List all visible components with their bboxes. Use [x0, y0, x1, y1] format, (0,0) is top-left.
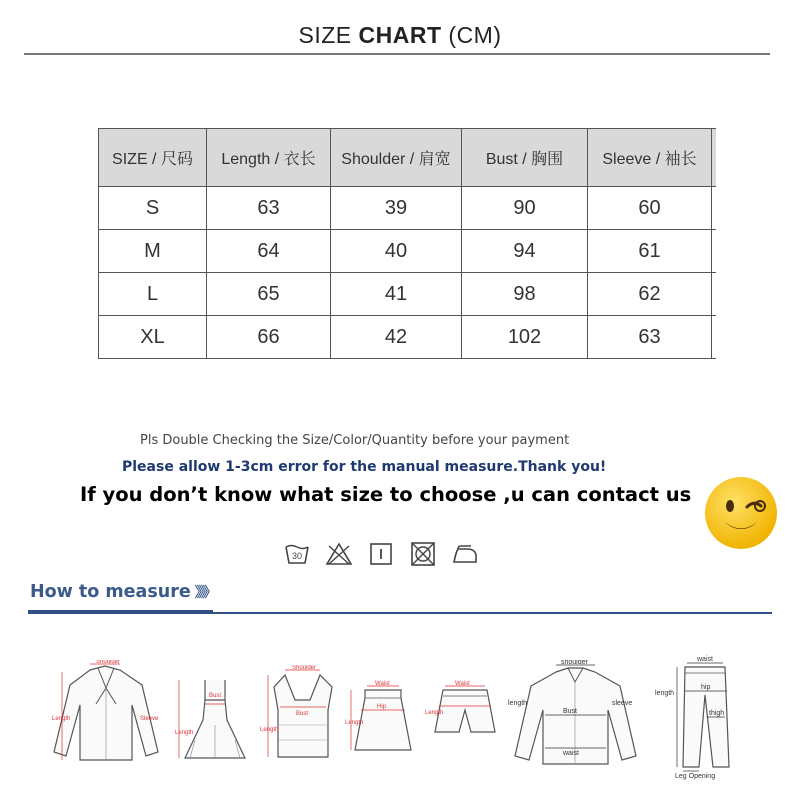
shorts-diagram — [425, 680, 505, 745]
skirt-diagram — [345, 680, 420, 765]
measurement-diagrams — [50, 655, 750, 785]
how-to-measure-divider — [28, 612, 772, 614]
cell-sleeve: 63 — [588, 316, 712, 359]
winking-face-icon — [703, 475, 779, 551]
measure-error-note: Please allow 1-3cm error for the manual measure.Thank you! — [122, 459, 607, 475]
bust-label: Bust — [296, 711, 309, 717]
column-header-shoulder: Shoulder / 肩宽 — [331, 129, 462, 187]
cell-size: XL — [99, 316, 207, 359]
size-chart-title — [0, 22, 800, 49]
cell-sleeve: 60 — [588, 187, 712, 230]
sleeve-label: Sleeve — [140, 716, 159, 722]
cell-cutoff — [712, 273, 717, 316]
leg-opening-label: Leg Opening — [675, 773, 716, 780]
cell-bust: 90 — [462, 187, 588, 230]
cell-length: 66 — [207, 316, 331, 359]
thigh-label: thigh — [709, 710, 725, 717]
bust-label: Bust — [209, 693, 222, 699]
cell-size: S — [99, 187, 207, 230]
shoulder-label: Shoulder — [96, 660, 121, 665]
iron-icon — [451, 540, 479, 568]
length-label: length — [655, 690, 675, 697]
tumble-dry-icon — [367, 540, 395, 568]
length-label: Length — [260, 727, 279, 733]
wash-temperature: 30 — [291, 551, 303, 561]
column-header-bust: Bust / 胸围 — [462, 129, 588, 187]
length-label: Length — [425, 710, 444, 716]
cell-size: L — [99, 273, 207, 316]
cell-shoulder: 41 — [331, 273, 462, 316]
title-divider — [24, 53, 770, 55]
waist-label: Waist — [455, 681, 470, 687]
column-header-sleeve: Sleeve / 袖长 — [588, 129, 712, 187]
how-to-measure-heading — [30, 582, 214, 602]
title-chart: CHART — [358, 22, 442, 48]
cell-shoulder: 42 — [331, 316, 462, 359]
triple-chevron-icon: 》》》 — [194, 585, 214, 601]
table-row — [99, 273, 717, 316]
hip-label: hip — [701, 684, 711, 691]
shirt-diagram — [508, 660, 643, 770]
tank-top-diagram — [260, 665, 345, 765]
wash-30-icon — [283, 540, 311, 568]
table-header-row — [99, 129, 717, 187]
title-size: SIZE — [298, 22, 352, 48]
contact-us-note: If you don’t know what size to choose ,u can contact us — [80, 483, 692, 506]
title-unit: (CM) — [448, 22, 502, 48]
cell-cutoff — [712, 187, 717, 230]
care-icons — [283, 540, 479, 568]
length-label: Length — [345, 720, 364, 726]
waist-label: waist — [697, 656, 713, 663]
no-dry-clean-icon — [409, 540, 437, 568]
size-table — [98, 128, 716, 359]
dress-diagram — [175, 670, 255, 765]
sleeve-label: sleeve — [612, 700, 633, 707]
table-row — [99, 187, 717, 230]
column-header-length: Length / 衣长 — [207, 129, 331, 187]
trousers-diagram — [655, 655, 750, 780]
cell-sleeve: 61 — [588, 230, 712, 273]
length-label: Length — [175, 730, 194, 736]
shoulder-label: Shoulder — [292, 665, 317, 671]
cell-cutoff — [712, 316, 717, 359]
cell-shoulder: 39 — [331, 187, 462, 230]
column-header-cutoff — [712, 129, 717, 187]
how-to-measure-label: How to measure — [30, 582, 191, 602]
double-check-note: Pls Double Checking the Size/Color/Quantity before your payment — [140, 433, 570, 448]
table-row — [99, 316, 717, 359]
cell-size: M — [99, 230, 207, 273]
cell-bust: 94 — [462, 230, 588, 273]
cell-bust: 98 — [462, 273, 588, 316]
bust-label: Bust — [563, 708, 578, 715]
waist-label: Waist — [375, 681, 390, 687]
hip-label: Hip — [377, 704, 387, 710]
cell-length: 65 — [207, 273, 331, 316]
table-row — [99, 230, 717, 273]
waist-label: waist — [563, 750, 579, 757]
blouse-diagram — [50, 660, 165, 765]
cell-bust: 102 — [462, 316, 588, 359]
cell-cutoff — [712, 230, 717, 273]
length-label: Length — [52, 716, 71, 722]
shoulder-label: shoulder — [561, 660, 588, 666]
cell-length: 63 — [207, 187, 331, 230]
column-header-size: SIZE / 尺码 — [99, 129, 207, 187]
cell-shoulder: 40 — [331, 230, 462, 273]
no-bleach-icon — [325, 540, 353, 568]
cell-length: 64 — [207, 230, 331, 273]
cell-sleeve: 62 — [588, 273, 712, 316]
length-label: length — [508, 700, 528, 707]
